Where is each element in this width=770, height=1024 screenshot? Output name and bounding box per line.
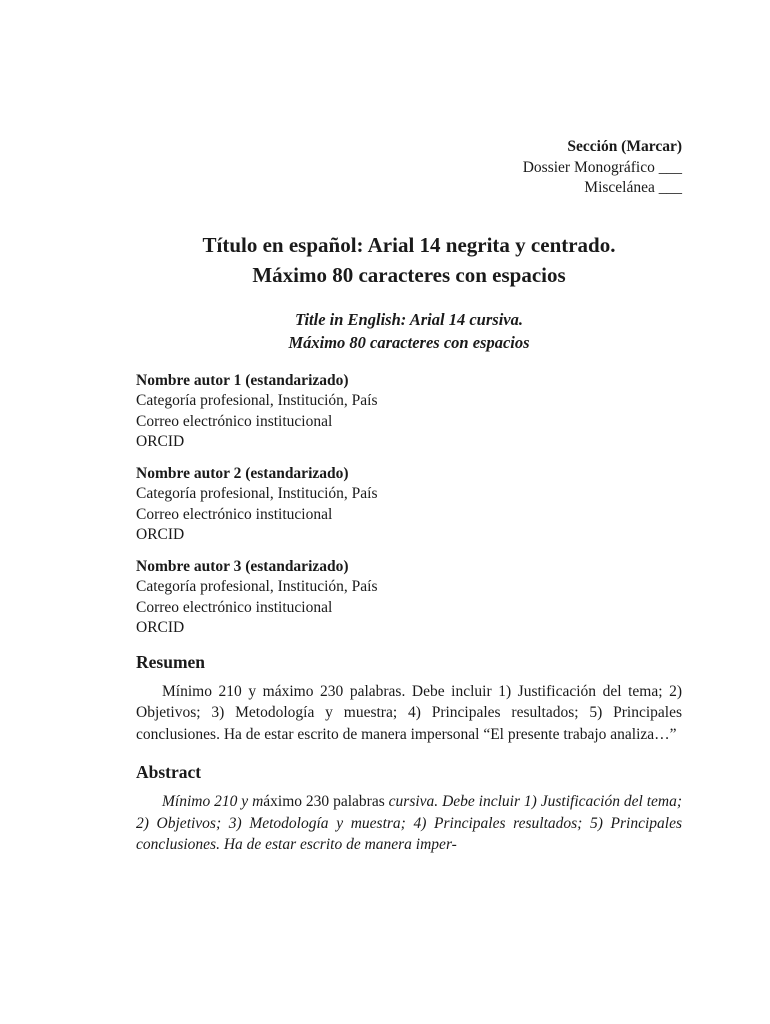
author-affiliation: Categoría profesional, Institución, País	[136, 578, 378, 595]
abstract-text-part-2: áximo 230 palabras	[263, 793, 389, 810]
title-english	[136, 308, 682, 354]
author-list	[136, 371, 682, 639]
author-orcid: ORCID	[136, 433, 185, 450]
author-name: Nombre autor 3 (estandarizado)	[136, 557, 349, 575]
section-selector	[136, 137, 682, 199]
title-english-line-2: Máximo 80 caracteres con espacios	[288, 332, 530, 352]
resumen-heading: Resumen	[136, 651, 206, 672]
title-english-line-1: Title in English: Arial 14 cursiva.	[295, 309, 523, 329]
resumen-paragraph: Mínimo 210 y máximo 230 palabras. Debe incluir 1) Justificación del tema; 2) Objetivos; 3) Metodología y muestra; 4) Principales resultados; 5) Principales conclusiones. Ha de estar escrito de manera impersonal “El presente trabajo analiza…”	[136, 682, 682, 743]
author-block-3	[136, 557, 682, 639]
abstract-heading: Abstract	[136, 762, 202, 782]
author-block-1	[136, 371, 682, 453]
author-orcid: ORCID	[136, 526, 185, 543]
author-email: Correo electrónico institucional	[136, 505, 333, 523]
abstract-text-part-3: cursiva. Debe incluir 1) Justificación del tema; 2) Objetivos; 3) Metodología y muestra; 4) Principales resultados; 5) Principales conclusiones. Ha de estar escrito de manera imper-	[136, 793, 682, 853]
page-content	[136, 137, 682, 856]
title-spanish	[136, 230, 682, 290]
section-option-miscelanea: Miscelánea ___	[584, 179, 682, 196]
author-affiliation: Categoría profesional, Institución, País	[136, 392, 378, 409]
title-spanish-line-2: Máximo 80 caracteres con espacios	[252, 262, 566, 287]
abstract-text-part-1: Mínimo 210 y m	[162, 793, 264, 810]
author-name: Nombre autor 2 (estandarizado)	[136, 464, 349, 482]
author-orcid: ORCID	[136, 619, 185, 636]
author-email: Correo electrónico institucional	[136, 598, 333, 616]
author-email: Correo electrónico institucional	[136, 412, 333, 430]
author-affiliation: Categoría profesional, Institución, País	[136, 485, 378, 502]
section-option-dossier: Dossier Monográfico ___	[522, 158, 682, 176]
section-label: Sección (Marcar)	[567, 138, 682, 155]
author-name: Nombre autor 1 (estandarizado)	[136, 371, 349, 389]
author-block-2	[136, 464, 682, 546]
abstract-paragraph	[136, 791, 682, 856]
title-spanish-line-1: Título en español: Arial 14 negrita y centrado.	[202, 232, 616, 257]
